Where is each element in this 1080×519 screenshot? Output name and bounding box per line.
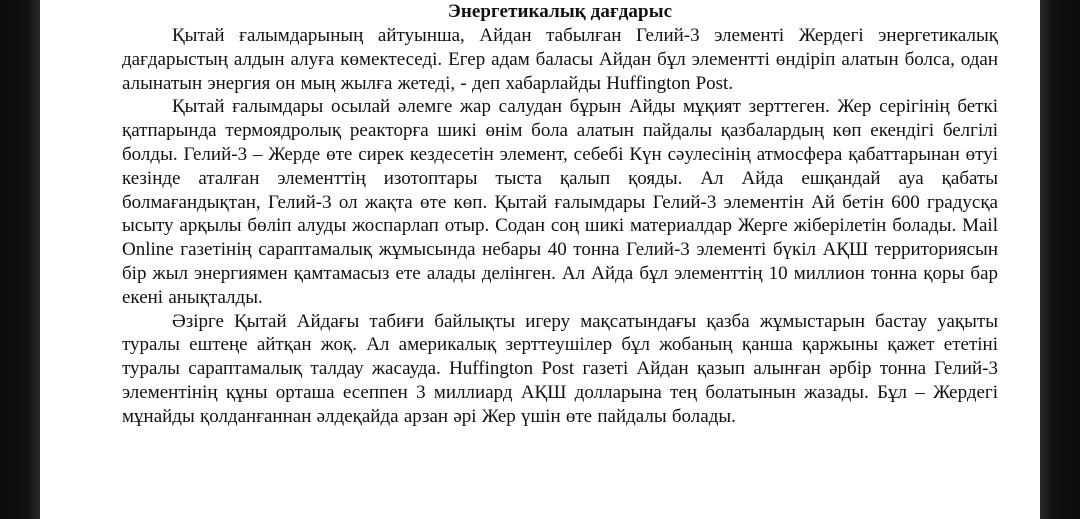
document-title: Энергетикалық дағдарыс [447, 1, 673, 22]
document-page [40, 0, 1040, 519]
paragraph-2: Қытай ғалымдары осылай әлемге жар салудан бұрын Айды мұқият зерттеген. Жер серігінің беткі қатпарында термоядролық реакторға шикі өнім бола алатын пайдалы қазбалардың көп екендігі белгілі болды. Гелий-3 – Жерде өте сирек кездесетін элемент, себебі Күн сәулесінің атмосфера қабаттарынан өтуі кезінде аталған элементтің изотоптары тыста қалып қояды. Ал Айда ешқандай ауа қабаты болмағандықтан, Гелий-3 ол жақта өте көп. Қытай ғалымдары Гелий-3 элементін Ай бетін 600 градусқа ысыту арқылы бөліп алуды жоспарлап отыр. Содан соң шикі материалдар Жерге жіберілетін болады. Mail Online газетінің сараптамалық жұмысында небары 40 тонна Гелий-3 элементі бүкіл АҚШ территориясын бір жыл энергиямен қамтамасыз ете алады делінген. Ал Айда бұл элементтің 10 миллион тонна қоры бар екені анықталды. [122, 96, 998, 308]
paragraph-3: Әзірге Қытай Айдағы табиғи байлықты игеру мақсатындағы қазба жұмыстарын бастау уақыты туралы ештеңе айтқан жоқ. Ал америкалық зерттеушілер бұл жобаның қанша қаржыны қажет ететіні туралы сараптамалық талдау жасауда. Huffington Post газеті Айдан қазып алынған әрбір тонна Гелий-3 элементінің құны орташа есеппен 3 миллиард АҚШ долларына тең болатынын жазады. Бұл – Жердегі мұнайды қолданғаннан әлдеқайда арзан әрі Жер үшін өте пайдалы болады. [122, 310, 998, 427]
right-dark-edge [1040, 0, 1080, 519]
left-dark-edge [0, 0, 40, 519]
paragraph-1: Қытай ғалымдарының айтуынша, Айдан табылған Гелий-3 элементі Жердегі энергетикалық дағдарыстың алдын алуға көмектеседі. Егер адам баласы Айдан бұл элементті өндіріп алатын болса, одан алынатын энергия он мың жылға жетеді, - деп хабарлайды Huffington Post. [122, 25, 998, 94]
document-content [122, 0, 998, 429]
